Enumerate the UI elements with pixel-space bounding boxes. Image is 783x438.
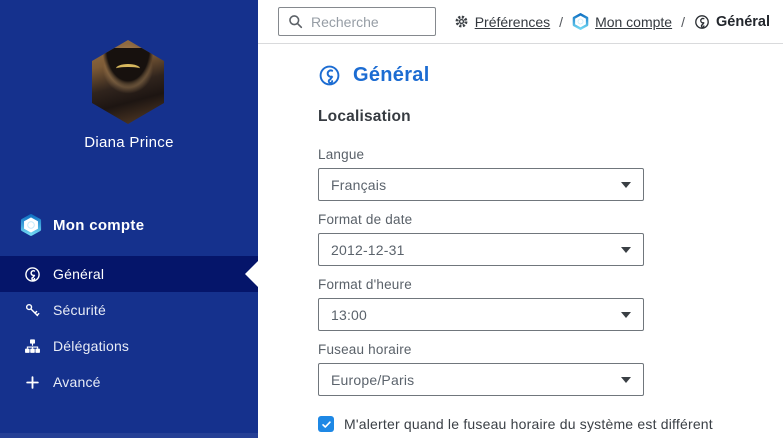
sitemap-icon — [24, 338, 41, 355]
wrench-circle-icon — [318, 64, 341, 87]
chevron-down-icon — [621, 247, 631, 253]
topbar — [258, 0, 783, 44]
sidebar-item-general[interactable] — [0, 256, 258, 292]
sidebar-item-delegations[interactable] — [0, 328, 258, 364]
field-label: Format de date — [318, 212, 413, 227]
page-title: Général — [353, 64, 430, 86]
sidebar-footer-divider — [0, 433, 258, 438]
breadcrumb-preferences[interactable] — [454, 14, 550, 30]
field-label: Format d'heure — [318, 277, 412, 292]
wrench-circle-icon — [24, 266, 41, 283]
timezone-alert-row — [318, 416, 783, 432]
format-heure-select[interactable] — [318, 298, 644, 331]
breadcrumb-separator: / — [681, 13, 685, 30]
search-input[interactable] — [311, 14, 426, 30]
sidebar-item-label: Sécurité — [53, 302, 106, 318]
check-icon — [321, 419, 332, 430]
langue-select[interactable] — [318, 168, 644, 201]
sidebar — [0, 0, 258, 438]
sidebar-item-label: Général — [53, 266, 105, 282]
field-format-heure — [318, 277, 644, 331]
breadcrumb-current: Général — [716, 13, 770, 30]
wrench-circle-icon — [694, 14, 710, 30]
key-icon — [24, 302, 41, 319]
plus-icon — [24, 374, 41, 391]
sidebar-item-label: Avancé — [53, 374, 101, 390]
select-value: 2012-12-31 — [331, 241, 405, 258]
search-icon — [288, 14, 303, 29]
hexagon-logo-icon — [572, 13, 589, 30]
main-content — [258, 44, 783, 438]
select-value: Europe/Paris — [331, 371, 415, 388]
user-avatar[interactable] — [92, 40, 164, 124]
field-langue — [318, 147, 644, 201]
sidebar-account-label: Mon compte — [53, 216, 145, 234]
breadcrumb-link[interactable]: Préférences — [474, 13, 551, 30]
field-fuseau-horaire — [318, 342, 644, 396]
chevron-down-icon — [621, 377, 631, 383]
field-label: Fuseau horaire — [318, 342, 412, 357]
field-label: Langue — [318, 147, 365, 162]
select-value: Français — [331, 176, 387, 193]
chevron-down-icon — [621, 182, 631, 188]
user-name: Diana Prince — [84, 134, 174, 151]
breadcrumb — [454, 13, 770, 30]
breadcrumb-separator: / — [559, 13, 564, 30]
sidebar-menu — [0, 256, 258, 400]
section-heading: Localisation — [318, 108, 411, 125]
timezone-alert-label: M'alerter quand le fuseau horaire du système est différent — [344, 416, 713, 432]
chevron-down-icon — [621, 312, 631, 318]
fuseau-horaire-select[interactable] — [318, 363, 644, 396]
sidebar-item-mon-compte[interactable] — [0, 204, 258, 246]
breadcrumb-general — [694, 14, 770, 30]
avatar-tiara-detail — [116, 64, 140, 73]
timezone-alert-checkbox[interactable] — [318, 416, 334, 432]
page-title-row — [318, 64, 783, 87]
sidebar-item-securite[interactable] — [0, 292, 258, 328]
gear-icon — [454, 14, 469, 29]
field-format-date — [318, 212, 644, 266]
selected-item-notch — [245, 261, 258, 287]
sidebar-item-avance[interactable] — [0, 364, 258, 400]
search-box[interactable] — [278, 7, 436, 36]
breadcrumb-mon-compte[interactable] — [572, 13, 672, 30]
format-date-select[interactable] — [318, 233, 644, 266]
breadcrumb-link[interactable]: Mon compte — [595, 13, 673, 30]
sidebar-item-label: Délégations — [53, 338, 130, 354]
hexagon-logo-icon — [20, 214, 42, 236]
select-value: 13:00 — [331, 306, 368, 323]
